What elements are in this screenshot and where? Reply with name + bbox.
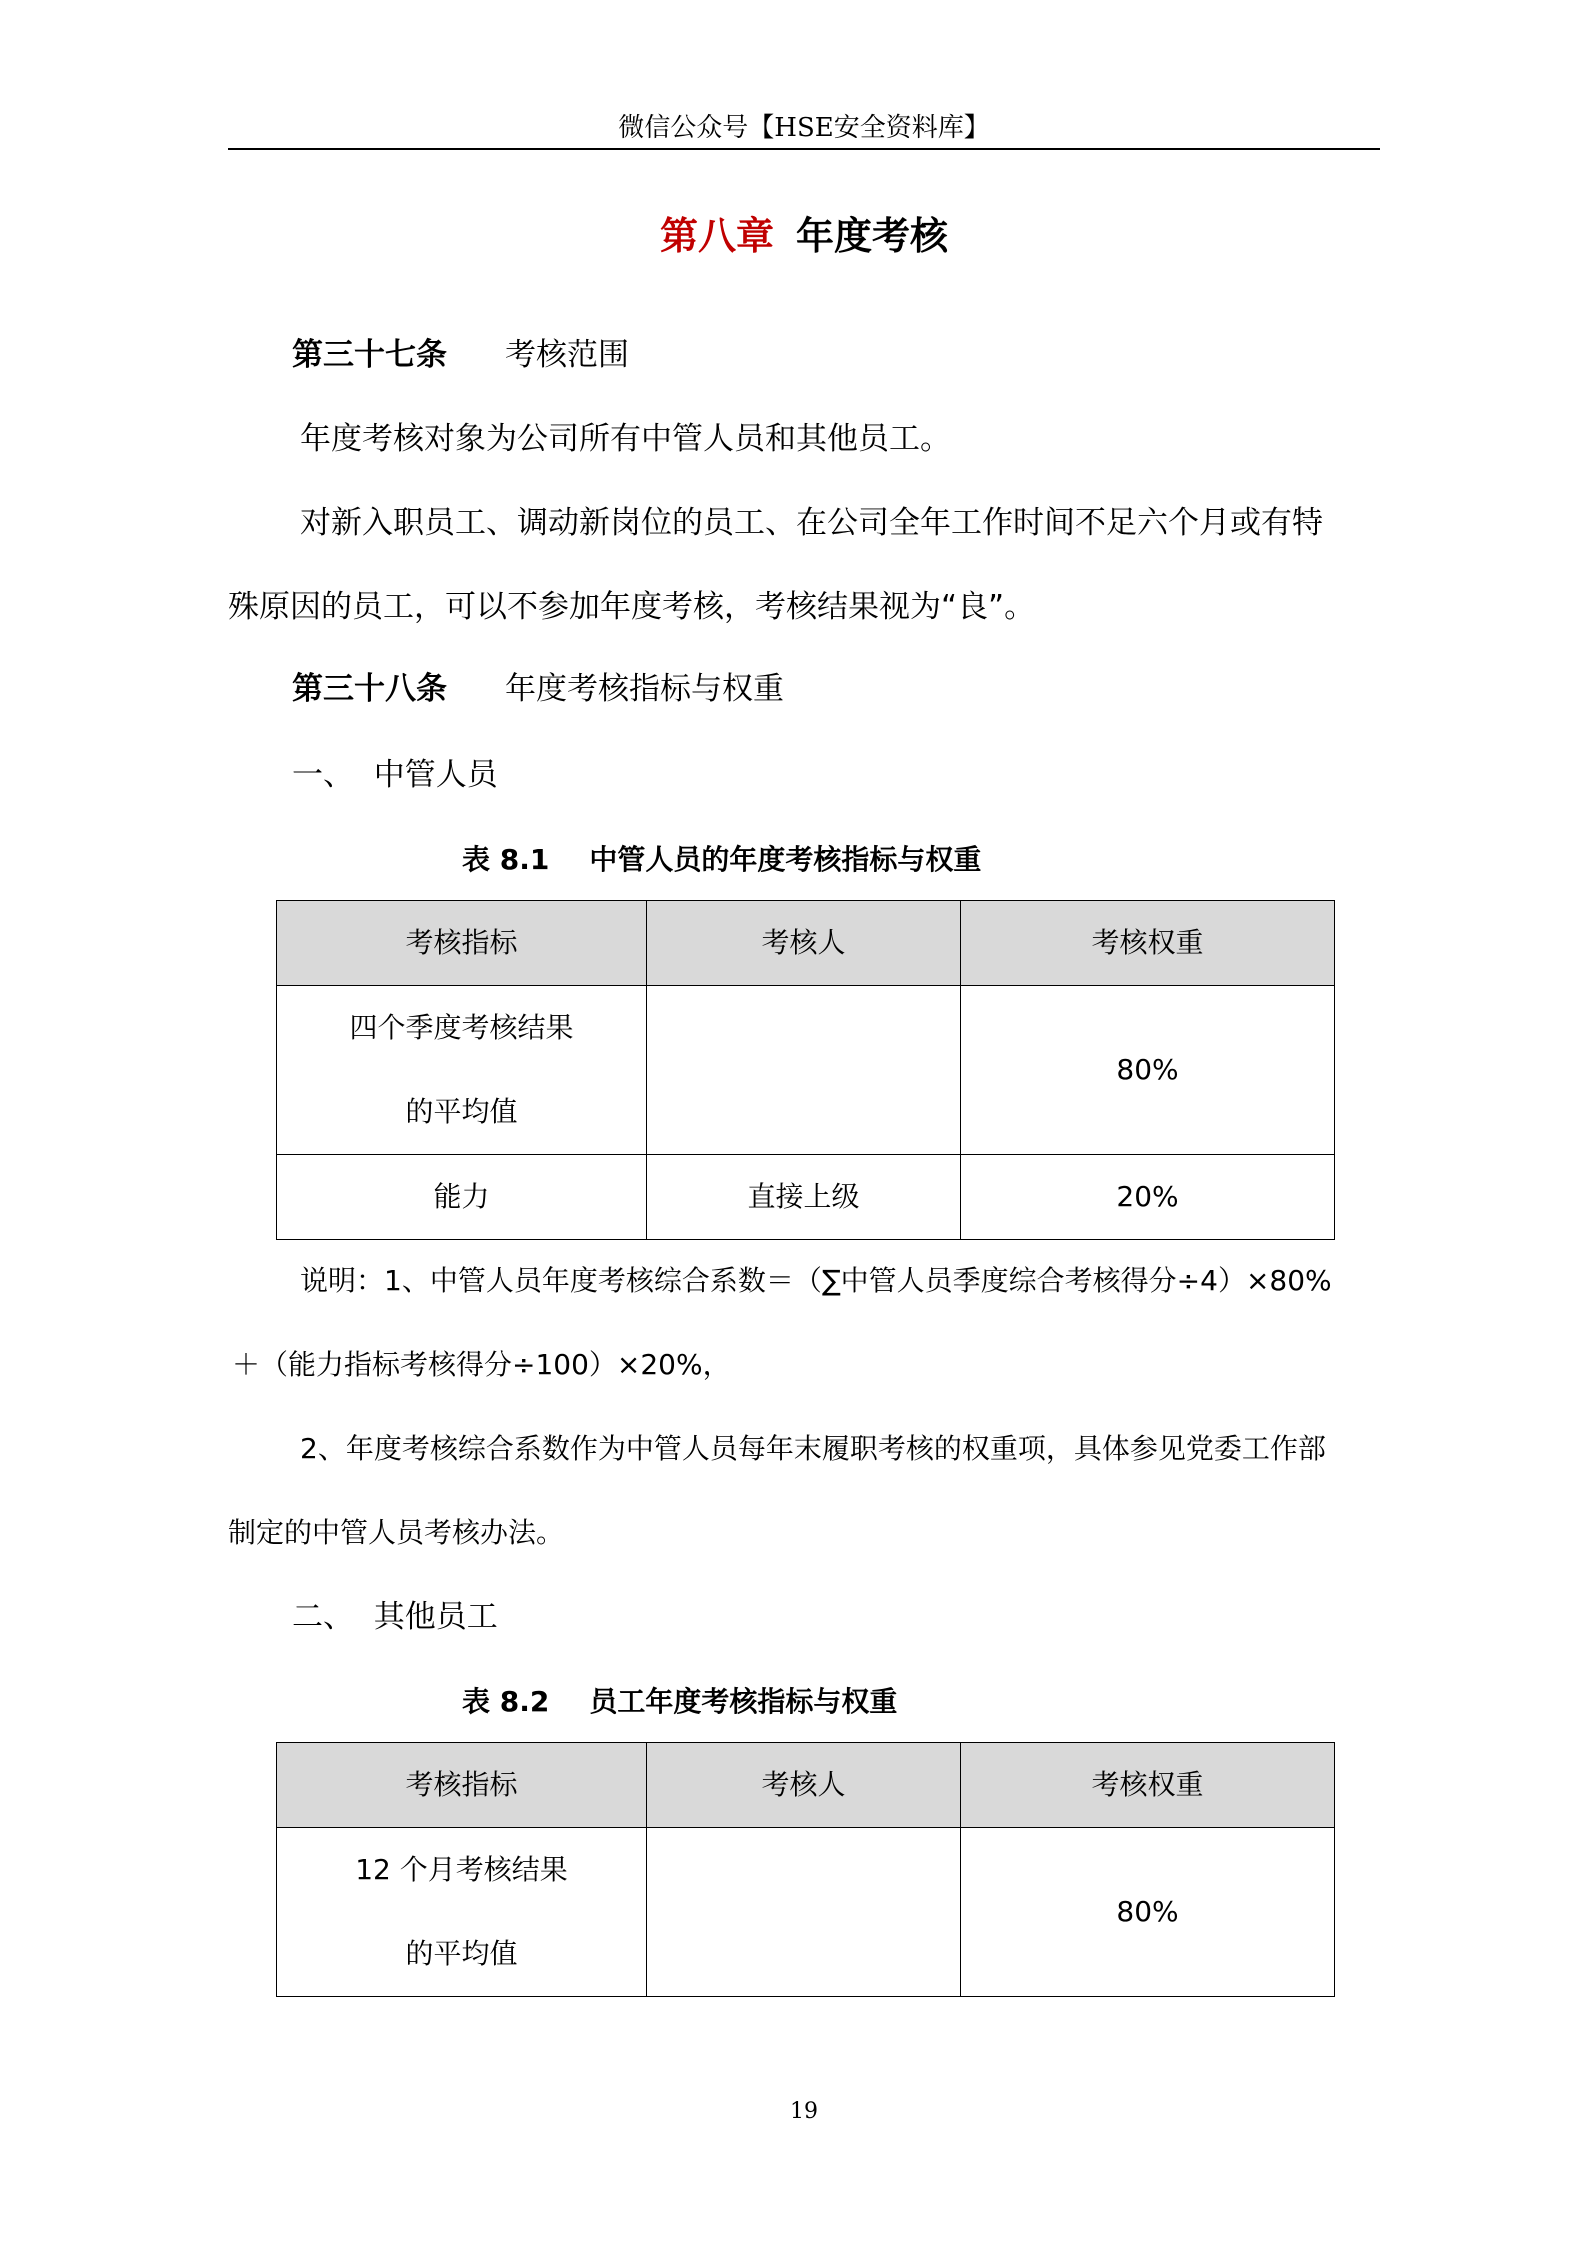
table-2-cell-indicator bbox=[277, 1828, 647, 1997]
indicator-line-2: 的平均值 bbox=[405, 1937, 518, 1970]
table-2-header-row bbox=[277, 1743, 1335, 1828]
table-1-cell-assessor bbox=[647, 986, 961, 1155]
table-1-cell-weight: 20% bbox=[961, 1155, 1335, 1240]
article-37-paragraph-2-line-2: 殊原因的员工，可以不参加年度考核，考核结果视为“良”。 bbox=[228, 589, 1036, 625]
table-1-header-assessor: 考核人 bbox=[647, 901, 961, 986]
note-line-4: 制定的中管人员考核办法。 bbox=[228, 1516, 565, 1549]
article-37-title: 考核范围 bbox=[505, 337, 629, 373]
article-38-title: 年度考核指标与权重 bbox=[505, 671, 784, 707]
table-1-cell-weight: 80% bbox=[961, 986, 1335, 1155]
note-line-3: 2、年度考核综合系数作为中管人员每年末履职考核的权重项，具体参见党委工作部 bbox=[300, 1432, 1326, 1465]
indicator-line-1: 12 个月考核结果 bbox=[355, 1853, 568, 1886]
article-37-paragraph-2-line-1: 对新入职员工、调动新岗位的员工、在公司全年工作时间不足六个月或有特 bbox=[300, 505, 1323, 541]
table-1-caption-title: 中管人员的年度考核指标与权重 bbox=[589, 843, 982, 876]
section-1-heading: 一、 中管人员 bbox=[292, 757, 498, 793]
chapter-title bbox=[228, 206, 1380, 266]
table-2-cell-weight: 80% bbox=[961, 1828, 1335, 1997]
note-line-2: ＋（能力指标考核得分÷100）×20%， bbox=[232, 1348, 731, 1381]
table-2-cell-assessor bbox=[647, 1828, 961, 1997]
page-header: 微信公众号【HSE安全资料库】 bbox=[618, 113, 990, 143]
indicator-line-1: 四个季度考核结果 bbox=[349, 1011, 574, 1044]
header-rule bbox=[228, 148, 1380, 150]
table-1-caption bbox=[462, 840, 981, 880]
table-2-header-indicator: 考核指标 bbox=[277, 1743, 647, 1828]
table-2-header-assessor: 考核人 bbox=[647, 1743, 961, 1828]
page-number: 19 bbox=[790, 2099, 818, 2124]
article-37-label: 第三十七条 bbox=[292, 337, 447, 373]
table-row bbox=[277, 986, 1335, 1155]
table-1-cell-indicator: 能力 bbox=[277, 1155, 647, 1240]
section-2-heading: 二、 其他员工 bbox=[292, 1599, 498, 1635]
table-2-caption-title: 员工年度考核指标与权重 bbox=[589, 1685, 898, 1718]
article-38-heading bbox=[292, 666, 784, 712]
table-2-caption bbox=[462, 1682, 897, 1722]
table-1 bbox=[276, 900, 1335, 1240]
table-1-header-weight: 考核权重 bbox=[961, 901, 1335, 986]
chapter-number: 第八章 bbox=[659, 214, 774, 258]
indicator-line-2: 的平均值 bbox=[405, 1095, 518, 1128]
table-1-cell-assessor: 直接上级 bbox=[647, 1155, 961, 1240]
article-38-label: 第三十八条 bbox=[292, 671, 447, 707]
table-2-caption-number: 表 8.2 bbox=[462, 1685, 550, 1718]
chapter-name: 年度考核 bbox=[796, 214, 949, 258]
article-37-paragraph-1: 年度考核对象为公司所有中管人员和其他员工。 bbox=[300, 421, 951, 457]
article-37-heading bbox=[292, 332, 629, 378]
table-1-caption-number: 表 8.1 bbox=[462, 843, 550, 876]
table-1-header-row bbox=[277, 901, 1335, 986]
table-1-cell-indicator bbox=[277, 986, 647, 1155]
note-line-1: 说明：1、中管人员年度考核综合系数＝（∑中管人员季度综合考核得分÷4）×80% bbox=[300, 1264, 1332, 1297]
table-row bbox=[277, 1828, 1335, 1997]
table-2 bbox=[276, 1742, 1335, 1997]
table-row bbox=[277, 1155, 1335, 1240]
table-2-header-weight: 考核权重 bbox=[961, 1743, 1335, 1828]
table-1-header-indicator: 考核指标 bbox=[277, 901, 647, 986]
